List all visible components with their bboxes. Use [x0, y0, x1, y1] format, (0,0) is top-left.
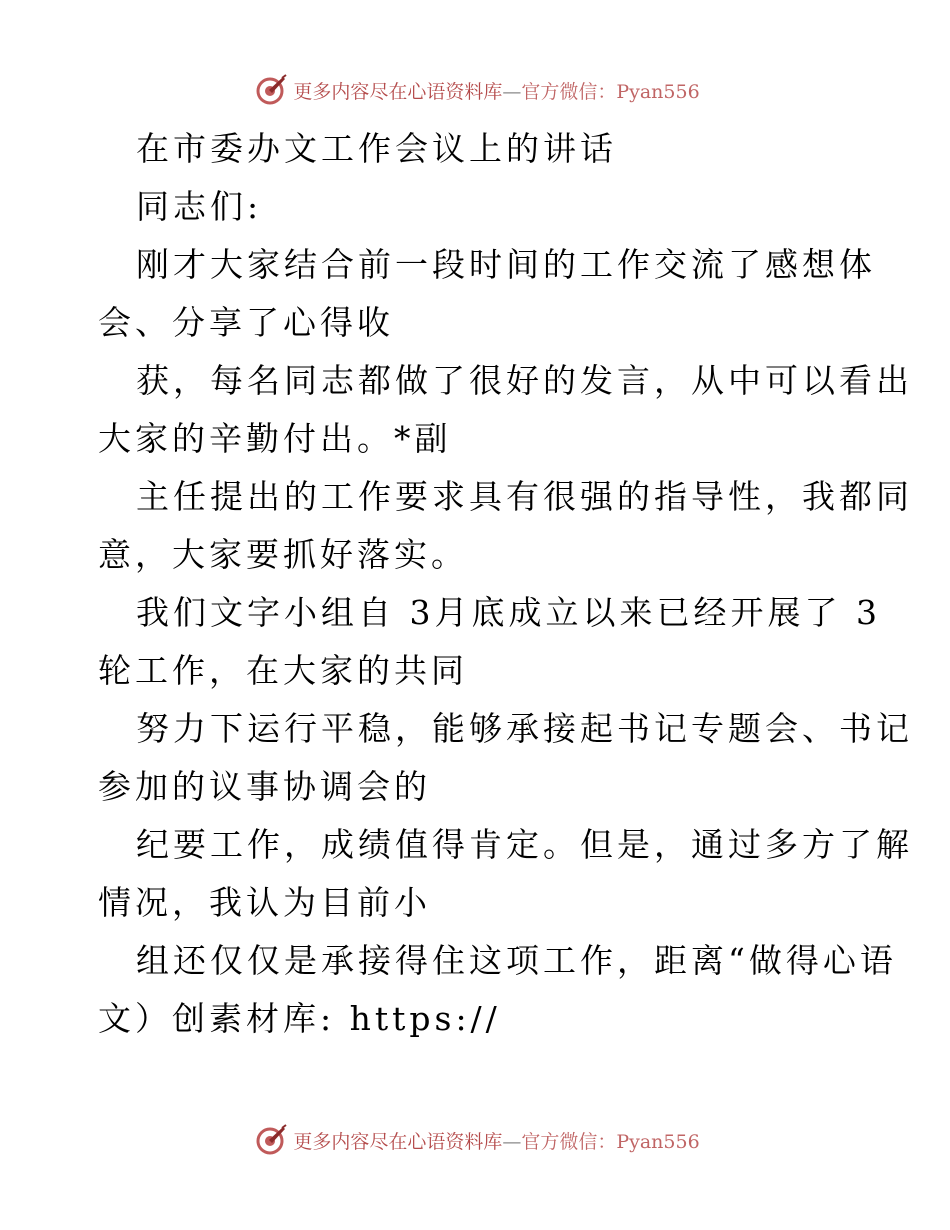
document-line: 我们文字小组自 3月底成立以来已经开展了 3	[136, 593, 881, 632]
document-line: 文）创素材库: https://	[98, 999, 501, 1038]
document-line: 轮工作，在大家的共同	[98, 651, 468, 690]
document-line: 意，大家要抓好落实。	[98, 535, 468, 574]
document-line: 纪要工作，成绩值得肯定。但是，通过多方了解	[136, 825, 913, 864]
document-line: 情况，我认为目前小	[98, 883, 431, 922]
header-banner-inner	[255, 74, 699, 106]
quill-logo-icon	[255, 1124, 287, 1156]
document-line: 主任提出的工作要求具有很强的指导性，我都同	[136, 477, 913, 516]
document-line: 刚才大家结合前一段时间的工作交流了感想体	[136, 245, 876, 284]
footer-banner-text	[293, 1127, 699, 1154]
footer-banner-inner	[255, 1124, 699, 1156]
document-body	[98, 120, 913, 1048]
document-line: 获，每名同志都做了很好的发言，从中可以看出	[136, 361, 913, 400]
footer-banner-title: 更多内容尽在心语资料库	[293, 1130, 503, 1153]
document-line: 大家的辛勤付出。*副	[98, 419, 452, 458]
header-banner-title: 更多内容尽在心语资料库	[293, 80, 503, 103]
header-banner	[0, 70, 950, 110]
document-line: 组还仅仅是承接得住这项工作，距离“做得心语	[136, 941, 897, 980]
header-banner-dash: —	[502, 80, 522, 103]
quill-logo-icon	[255, 74, 287, 106]
footer-banner-dash: —	[502, 1130, 522, 1153]
header-banner-contact: 官方微信：Pyan556	[521, 80, 700, 103]
document-line: 努力下运行平稳，能够承接起书记专题会、书记	[136, 709, 913, 748]
document-line: 同志们:	[136, 187, 263, 226]
header-banner-text	[293, 77, 699, 104]
footer-banner-contact: 官方微信：Pyan556	[521, 1130, 700, 1153]
footer-banner	[0, 1120, 950, 1160]
document-line: 参加的议事协调会的	[98, 767, 431, 806]
document-line: 会、分享了心得收	[98, 303, 394, 342]
document-line: 在市委办文工作会议上的讲话	[136, 129, 617, 168]
